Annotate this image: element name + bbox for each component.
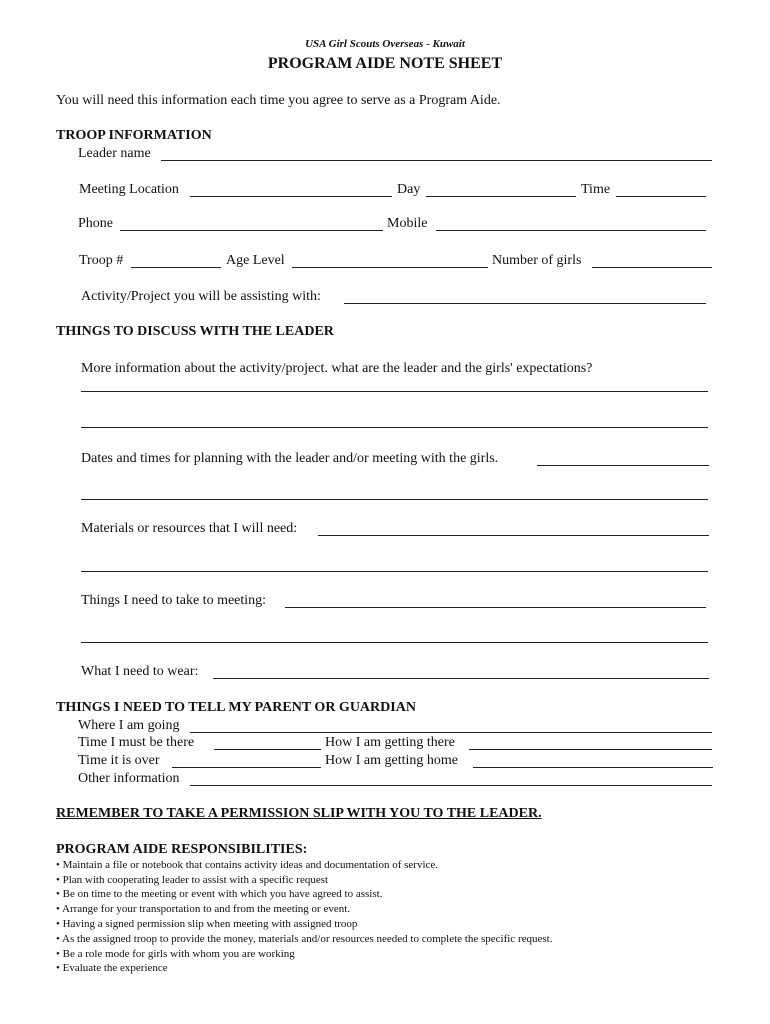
activity-label: Activity/Project you will be assisting with:	[81, 289, 321, 304]
meeting-location-field[interactable]	[190, 196, 392, 197]
time-there-field[interactable]	[214, 749, 321, 750]
where-label: Where I am going	[78, 718, 180, 733]
things-to-take-field-2[interactable]	[81, 642, 708, 643]
more-info-label: More information about the activity/project. what are the leader and the girls' expectations?	[81, 361, 593, 376]
responsibility-item: • Arrange for your transportation to and from the meeting or event.	[56, 903, 351, 915]
phone-field[interactable]	[120, 230, 383, 231]
mobile-field[interactable]	[436, 230, 706, 231]
responsibility-item: • Having a signed permission slip when meeting with assigned troop	[56, 918, 358, 930]
leader-name-label: Leader name	[78, 146, 151, 161]
meeting-location-label: Meeting Location	[79, 182, 179, 197]
materials-field-2[interactable]	[81, 571, 708, 572]
troop-heading: TROOP INFORMATION	[56, 128, 212, 143]
time-field[interactable]	[616, 196, 706, 197]
troop-number-field[interactable]	[131, 267, 221, 268]
responsibility-item: • Be on time to the meeting or event with which you have agreed to assist.	[56, 888, 383, 900]
time-over-field[interactable]	[172, 767, 321, 768]
more-info-field-2[interactable]	[81, 427, 708, 428]
form-subtitle: USA Girl Scouts Overseas - Kuwait	[305, 38, 465, 50]
getting-there-label: How I am getting there	[325, 735, 455, 750]
wear-field[interactable]	[213, 678, 709, 679]
getting-there-field[interactable]	[469, 749, 712, 750]
mobile-label: Mobile	[387, 216, 428, 231]
getting-home-field[interactable]	[473, 767, 713, 768]
day-label: Day	[397, 182, 421, 197]
things-to-take-label: Things I need to take to meeting:	[81, 593, 267, 608]
discuss-heading: THINGS TO DISCUSS WITH THE LEADER	[56, 324, 334, 339]
time-over-label: Time it is over	[78, 753, 160, 768]
materials-label: Materials or resources that I will need:	[81, 521, 298, 536]
leader-name-field[interactable]	[161, 160, 712, 161]
intro-text: You will need this information each time you agree to serve as a Program Aide.	[56, 93, 501, 108]
dates-times-label: Dates and times for planning with the leader and/or meeting with the girls.	[81, 451, 499, 466]
responsibilities-heading: PROGRAM AIDE RESPONSIBILITIES:	[56, 842, 308, 857]
activity-field[interactable]	[344, 303, 706, 304]
things-to-take-field-1[interactable]	[285, 607, 706, 608]
responsibility-item: • Maintain a file or notebook that contains activity ideas and documentation of service.	[56, 859, 439, 871]
responsibility-item: • As the assigned troop to provide the money, materials and/or resources needed to complete the specific request.	[56, 933, 553, 945]
permission-slip-reminder: REMEMBER TO TAKE A PERMISSION SLIP WITH YOU TO THE LEADER.	[56, 806, 542, 821]
materials-field-1[interactable]	[318, 535, 709, 536]
age-level-label: Age Level	[226, 253, 285, 268]
time-there-label: Time I must be there	[78, 735, 195, 750]
dates-times-field-2[interactable]	[81, 499, 708, 500]
dates-times-field-1[interactable]	[537, 465, 709, 466]
parent-heading: THINGS I NEED TO TELL MY PARENT OR GUARDIAN	[56, 700, 416, 715]
time-label: Time	[581, 182, 611, 197]
troop-number-label: Troop #	[79, 253, 124, 268]
day-field[interactable]	[426, 196, 576, 197]
phone-label: Phone	[78, 216, 113, 231]
more-info-field-1[interactable]	[81, 391, 708, 392]
form-title: PROGRAM AIDE NOTE SHEET	[267, 55, 503, 72]
responsibility-item: • Be a role mode for girls with whom you are working	[56, 948, 295, 960]
wear-label: What I need to wear:	[81, 664, 199, 679]
responsibility-item: • Evaluate the experience	[56, 962, 168, 974]
responsibility-item: • Plan with cooperating leader to assist with a specific request	[56, 874, 329, 886]
other-info-field[interactable]	[190, 785, 712, 786]
where-field[interactable]	[190, 732, 712, 733]
age-level-field[interactable]	[292, 267, 488, 268]
other-info-label: Other information	[78, 771, 180, 786]
number-of-girls-field[interactable]	[592, 267, 712, 268]
getting-home-label: How I am getting home	[325, 753, 458, 768]
number-of-girls-label: Number of girls	[492, 253, 582, 268]
